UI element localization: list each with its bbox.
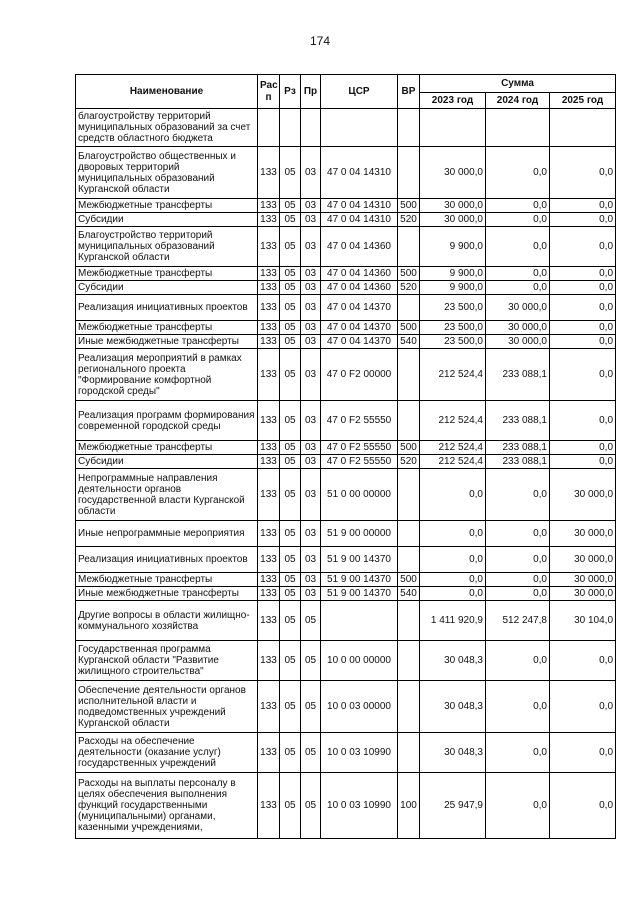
cell-vr: 520	[398, 455, 420, 469]
cell-2024: 0,0	[486, 281, 550, 295]
cell-2023: 30 000,0	[420, 147, 486, 199]
cell-csr: 47 0 04 14310	[321, 213, 398, 227]
table-row	[76, 295, 616, 321]
cell-2023: 0,0	[420, 573, 486, 587]
cell-name: Обеспечение деятельности органов исполнительной власти и подведомственных учреждений Курганской области	[76, 681, 258, 733]
cell-csr: 51 9 00 14370	[321, 547, 398, 573]
cell-name: Другие вопросы в области жилищно-коммунального хозяйства	[76, 601, 258, 641]
cell-ras: 133	[258, 227, 280, 267]
cell-2024	[486, 109, 550, 147]
table-row	[76, 773, 616, 839]
table-row	[76, 335, 616, 349]
cell-2023: 23 500,0	[420, 321, 486, 335]
cell-2023: 9 900,0	[420, 227, 486, 267]
cell-csr: 47 0 04 14310	[321, 147, 398, 199]
cell-2025: 0,0	[550, 321, 616, 335]
cell-vr: 500	[398, 573, 420, 587]
cell-rz: 05	[280, 521, 301, 547]
cell-2023: 9 900,0	[420, 267, 486, 281]
cell-vr	[398, 401, 420, 441]
cell-2024: 0,0	[486, 227, 550, 267]
cell-2023: 30 048,3	[420, 733, 486, 773]
cell-2025: 30 000,0	[550, 573, 616, 587]
cell-vr: 520	[398, 281, 420, 295]
cell-2023: 23 500,0	[420, 335, 486, 349]
cell-name: Субсидии	[76, 455, 258, 469]
header-sum: Сумма	[420, 75, 616, 93]
table-row	[76, 587, 616, 601]
cell-name: Расходы на обеспечение деятельности (оказание услуг) государственных учреждений	[76, 733, 258, 773]
cell-name: Реализация программ формирования современной городской среды	[76, 401, 258, 441]
cell-vr	[398, 601, 420, 641]
cell-pr: 03	[301, 455, 321, 469]
cell-ras: 133	[258, 773, 280, 839]
cell-vr	[398, 109, 420, 147]
cell-vr: 500	[398, 199, 420, 213]
table-row	[76, 213, 616, 227]
cell-vr: 500	[398, 267, 420, 281]
cell-2025: 30 000,0	[550, 521, 616, 547]
cell-ras: 133	[258, 521, 280, 547]
cell-2024: 0,0	[486, 267, 550, 281]
cell-2023: 1 411 920,9	[420, 601, 486, 641]
cell-csr: 10 0 03 00000	[321, 681, 398, 733]
cell-2023: 0,0	[420, 587, 486, 601]
cell-rz: 05	[280, 455, 301, 469]
header-2025: 2025 год	[550, 93, 616, 109]
cell-rz	[280, 109, 301, 147]
cell-2024: 0,0	[486, 521, 550, 547]
header-name: Наименование	[76, 75, 258, 109]
cell-csr	[321, 109, 398, 147]
table-row	[76, 455, 616, 469]
cell-csr: 47 0 F2 00000	[321, 349, 398, 401]
cell-pr: 03	[301, 335, 321, 349]
cell-rz: 05	[280, 267, 301, 281]
cell-pr: 03	[301, 587, 321, 601]
cell-name: Государственная программа Курганской области "Развитие жилищного строительства"	[76, 641, 258, 681]
table-row	[76, 681, 616, 733]
cell-2023: 9 900,0	[420, 281, 486, 295]
cell-pr: 03	[301, 349, 321, 401]
cell-2024: 233 088,1	[486, 401, 550, 441]
cell-rz: 05	[280, 773, 301, 839]
table-row	[76, 227, 616, 267]
cell-ras	[258, 109, 280, 147]
cell-name: Иные межбюджетные трансферты	[76, 335, 258, 349]
cell-csr: 10 0 03 10990	[321, 773, 398, 839]
cell-name: благоустройству территорий муниципальных образований за счет средств областного бюджета	[76, 109, 258, 147]
cell-rz: 05	[280, 441, 301, 455]
cell-csr: 47 0 04 14370	[321, 295, 398, 321]
cell-2024: 0,0	[486, 773, 550, 839]
cell-vr: 500	[398, 441, 420, 455]
cell-csr: 47 0 F2 55550	[321, 455, 398, 469]
cell-2024: 0,0	[486, 147, 550, 199]
cell-2023: 30 000,0	[420, 199, 486, 213]
cell-vr: 520	[398, 213, 420, 227]
cell-vr: 540	[398, 587, 420, 601]
table-row	[76, 109, 616, 147]
table-row	[76, 349, 616, 401]
cell-2025: 0,0	[550, 349, 616, 401]
cell-vr: 500	[398, 321, 420, 335]
cell-rz: 05	[280, 587, 301, 601]
cell-vr: 100	[398, 773, 420, 839]
cell-ras: 133	[258, 267, 280, 281]
cell-name: Реализация инициативных проектов	[76, 295, 258, 321]
cell-2023: 0,0	[420, 521, 486, 547]
cell-2025: 0,0	[550, 733, 616, 773]
header-rz: Рз	[280, 75, 301, 109]
cell-pr: 05	[301, 733, 321, 773]
cell-2023	[420, 109, 486, 147]
cell-2024: 0,0	[486, 547, 550, 573]
cell-vr	[398, 641, 420, 681]
cell-name: Иные непрограммные мероприятия	[76, 521, 258, 547]
cell-2024: 0,0	[486, 681, 550, 733]
cell-pr: 03	[301, 213, 321, 227]
cell-pr: 03	[301, 199, 321, 213]
cell-2025: 0,0	[550, 441, 616, 455]
cell-vr	[398, 521, 420, 547]
cell-2024: 0,0	[486, 213, 550, 227]
cell-pr: 05	[301, 773, 321, 839]
cell-pr: 03	[301, 147, 321, 199]
cell-name: Реализация инициативных проектов	[76, 547, 258, 573]
cell-vr	[398, 349, 420, 401]
table-row	[76, 547, 616, 573]
cell-2025: 30 104,0	[550, 601, 616, 641]
cell-2024: 512 247,8	[486, 601, 550, 641]
cell-ras: 133	[258, 441, 280, 455]
cell-ras: 133	[258, 733, 280, 773]
cell-name: Реализация мероприятий в рамках регионального проекта "Формирование комфортной городской среды"	[76, 349, 258, 401]
cell-rz: 05	[280, 469, 301, 521]
cell-ras: 133	[258, 321, 280, 335]
cell-2025: 0,0	[550, 213, 616, 227]
table-row	[76, 469, 616, 521]
cell-2024: 30 000,0	[486, 321, 550, 335]
cell-pr: 03	[301, 547, 321, 573]
cell-2023: 0,0	[420, 547, 486, 573]
cell-ras: 133	[258, 281, 280, 295]
cell-name: Межбюджетные трансферты	[76, 267, 258, 281]
cell-csr: 51 0 00 00000	[321, 469, 398, 521]
cell-2025: 0,0	[550, 267, 616, 281]
cell-name: Благоустройство общественных и дворовых территорий муниципальных образований Курганской области	[76, 147, 258, 199]
cell-name: Субсидии	[76, 281, 258, 295]
cell-csr: 47 0 04 14370	[321, 335, 398, 349]
cell-csr: 47 0 04 14310	[321, 199, 398, 213]
cell-rz: 05	[280, 733, 301, 773]
cell-csr	[321, 601, 398, 641]
cell-ras: 133	[258, 587, 280, 601]
cell-pr: 03	[301, 401, 321, 441]
header-pr: Пр	[301, 75, 321, 109]
table-row	[76, 641, 616, 681]
cell-pr: 03	[301, 295, 321, 321]
cell-2023: 30 000,0	[420, 213, 486, 227]
cell-rz: 05	[280, 547, 301, 573]
cell-2024: 0,0	[486, 199, 550, 213]
cell-ras: 133	[258, 573, 280, 587]
cell-ras: 133	[258, 601, 280, 641]
cell-2024: 30 000,0	[486, 295, 550, 321]
cell-ras: 133	[258, 641, 280, 681]
cell-name: Непрограммные направления деятельности органов государственной власти Курганской области	[76, 469, 258, 521]
cell-name: Благоустройство территорий муниципальных образований Курганской области	[76, 227, 258, 267]
cell-csr: 47 0 F2 55550	[321, 401, 398, 441]
page-number: 174	[309, 34, 331, 48]
header-ras: Рас п	[258, 75, 280, 109]
cell-2025: 0,0	[550, 455, 616, 469]
cell-name: Иные межбюджетные трансферты	[76, 587, 258, 601]
cell-csr: 51 9 00 00000	[321, 521, 398, 547]
cell-2023: 30 048,3	[420, 681, 486, 733]
cell-2025: 30 000,0	[550, 587, 616, 601]
budget-table	[75, 74, 616, 839]
cell-2025: 0,0	[550, 401, 616, 441]
cell-2023: 212 524,4	[420, 349, 486, 401]
cell-pr: 03	[301, 321, 321, 335]
cell-2025: 0,0	[550, 281, 616, 295]
table-row	[76, 401, 616, 441]
cell-pr: 05	[301, 601, 321, 641]
cell-rz: 05	[280, 349, 301, 401]
cell-2024: 0,0	[486, 469, 550, 521]
cell-ras: 133	[258, 349, 280, 401]
cell-vr	[398, 681, 420, 733]
cell-ras: 133	[258, 401, 280, 441]
cell-pr: 05	[301, 641, 321, 681]
header-csr: ЦСР	[321, 75, 398, 109]
cell-2025: 0,0	[550, 773, 616, 839]
table-row	[76, 267, 616, 281]
cell-2025: 0,0	[550, 227, 616, 267]
cell-2025: 30 000,0	[550, 547, 616, 573]
cell-rz: 05	[280, 601, 301, 641]
cell-csr: 47 0 04 14360	[321, 267, 398, 281]
cell-vr	[398, 469, 420, 521]
cell-csr: 47 0 04 14360	[321, 281, 398, 295]
cell-ras: 133	[258, 455, 280, 469]
cell-2025: 0,0	[550, 199, 616, 213]
cell-rz: 05	[280, 199, 301, 213]
cell-vr	[398, 547, 420, 573]
cell-2023: 212 524,4	[420, 455, 486, 469]
cell-csr: 51 9 00 14370	[321, 573, 398, 587]
cell-ras: 133	[258, 547, 280, 573]
cell-2025: 0,0	[550, 147, 616, 199]
table-row	[76, 733, 616, 773]
cell-vr	[398, 733, 420, 773]
cell-2023: 212 524,4	[420, 441, 486, 455]
cell-2025: 30 000,0	[550, 469, 616, 521]
cell-pr: 03	[301, 227, 321, 267]
cell-csr: 10 0 00 00000	[321, 641, 398, 681]
cell-2025	[550, 109, 616, 147]
cell-csr: 10 0 03 10990	[321, 733, 398, 773]
cell-rz: 05	[280, 681, 301, 733]
cell-2025: 0,0	[550, 641, 616, 681]
cell-vr	[398, 227, 420, 267]
cell-pr	[301, 109, 321, 147]
cell-csr: 51 9 00 14370	[321, 587, 398, 601]
cell-name: Расходы на выплаты персоналу в целях обеспечения выполнения функций государственными (муниципальными) органами, казенными учреждениями,	[76, 773, 258, 839]
cell-2024: 0,0	[486, 733, 550, 773]
cell-rz: 05	[280, 147, 301, 199]
cell-pr: 03	[301, 267, 321, 281]
cell-2023: 212 524,4	[420, 401, 486, 441]
header-2024: 2024 год	[486, 93, 550, 109]
cell-ras: 133	[258, 335, 280, 349]
cell-name: Межбюджетные трансферты	[76, 321, 258, 335]
cell-2025: 0,0	[550, 335, 616, 349]
cell-ras: 133	[258, 213, 280, 227]
cell-2024: 233 088,1	[486, 349, 550, 401]
cell-pr: 03	[301, 469, 321, 521]
cell-name: Межбюджетные трансферты	[76, 573, 258, 587]
cell-vr: 540	[398, 335, 420, 349]
table-row	[76, 601, 616, 641]
table-row	[76, 573, 616, 587]
table-body	[76, 109, 616, 839]
cell-rz: 05	[280, 213, 301, 227]
table-row	[76, 281, 616, 295]
cell-rz: 05	[280, 335, 301, 349]
cell-2024: 0,0	[486, 587, 550, 601]
table-row	[76, 441, 616, 455]
cell-name: Межбюджетные трансферты	[76, 441, 258, 455]
cell-ras: 133	[258, 147, 280, 199]
cell-2024: 233 088,1	[486, 441, 550, 455]
table-row	[76, 321, 616, 335]
table-row	[76, 147, 616, 199]
cell-2025: 0,0	[550, 681, 616, 733]
cell-2023: 23 500,0	[420, 295, 486, 321]
cell-rz: 05	[280, 227, 301, 267]
cell-2023: 30 048,3	[420, 641, 486, 681]
cell-2023: 0,0	[420, 469, 486, 521]
cell-pr: 03	[301, 521, 321, 547]
cell-csr: 47 0 F2 55550	[321, 441, 398, 455]
cell-rz: 05	[280, 401, 301, 441]
cell-csr: 47 0 04 14360	[321, 227, 398, 267]
table-row	[76, 199, 616, 213]
cell-name: Межбюджетные трансферты	[76, 199, 258, 213]
cell-pr: 03	[301, 441, 321, 455]
cell-rz: 05	[280, 641, 301, 681]
cell-name: Субсидии	[76, 213, 258, 227]
cell-ras: 133	[258, 295, 280, 321]
cell-pr: 03	[301, 281, 321, 295]
cell-rz: 05	[280, 295, 301, 321]
cell-pr: 03	[301, 573, 321, 587]
cell-rz: 05	[280, 281, 301, 295]
cell-rz: 05	[280, 573, 301, 587]
cell-2023: 25 947,9	[420, 773, 486, 839]
cell-2024: 0,0	[486, 641, 550, 681]
table-row	[76, 521, 616, 547]
cell-2024: 0,0	[486, 573, 550, 587]
header-vr: ВР	[398, 75, 420, 109]
cell-csr: 47 0 04 14370	[321, 321, 398, 335]
header-2023: 2023 год	[420, 93, 486, 109]
cell-2024: 233 088,1	[486, 455, 550, 469]
cell-ras: 133	[258, 199, 280, 213]
cell-ras: 133	[258, 469, 280, 521]
cell-vr	[398, 147, 420, 199]
cell-2025: 0,0	[550, 295, 616, 321]
cell-ras: 133	[258, 681, 280, 733]
cell-pr: 05	[301, 681, 321, 733]
cell-2024: 30 000,0	[486, 335, 550, 349]
cell-rz: 05	[280, 321, 301, 335]
cell-vr	[398, 295, 420, 321]
